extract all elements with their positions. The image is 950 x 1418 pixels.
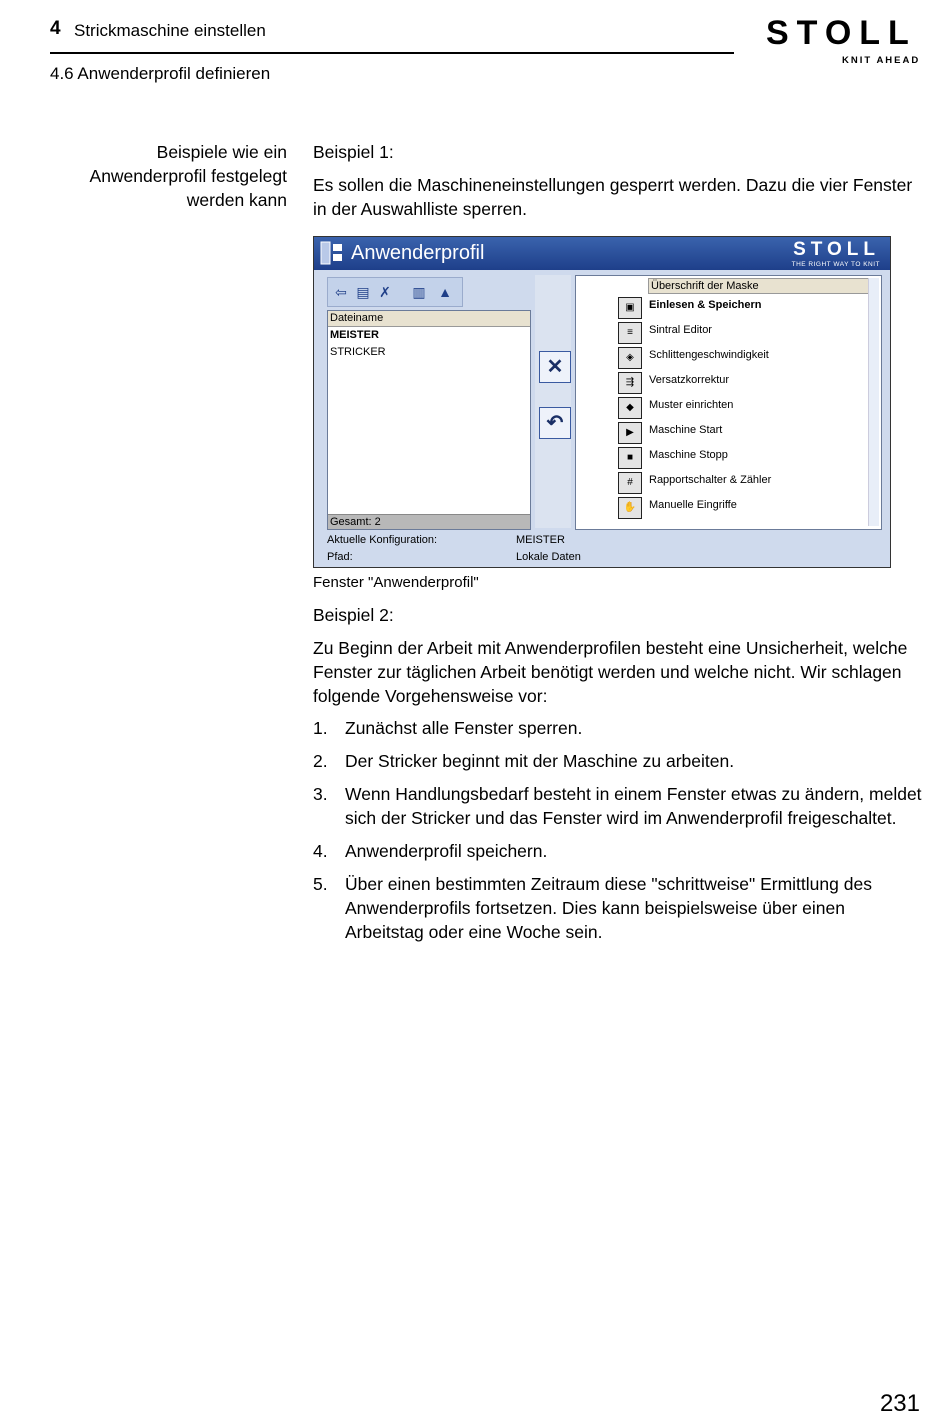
window-logo: STOLL bbox=[793, 239, 880, 260]
floppy-disk-icon: ▣ bbox=[618, 297, 642, 319]
mask-item-label: Schlittengeschwindigkeit bbox=[649, 349, 769, 361]
action-panel bbox=[535, 275, 571, 528]
mask-list-item[interactable] bbox=[618, 419, 866, 444]
mask-list-header: Überschrift der Maske bbox=[648, 278, 869, 294]
mask-list bbox=[575, 275, 882, 530]
list-item bbox=[313, 839, 923, 863]
hand-icon: ✋ bbox=[618, 497, 642, 519]
margin-note bbox=[40, 140, 287, 212]
list-item bbox=[313, 872, 923, 944]
chapter-title: Strickmaschine einstellen bbox=[74, 21, 266, 40]
mask-list-item[interactable] bbox=[618, 319, 866, 344]
pattern-setup-icon: ◆ bbox=[618, 397, 642, 419]
list-item bbox=[313, 749, 923, 773]
chapter-number: 4 bbox=[50, 18, 61, 39]
steps-list bbox=[313, 716, 923, 953]
step-text: Anwenderprofil speichern. bbox=[345, 841, 548, 861]
step-number: 2. bbox=[313, 751, 328, 771]
margin-note-line: Anwenderprofil festgelegt bbox=[89, 166, 287, 186]
mask-item-label: Versatzkorrektur bbox=[649, 374, 730, 386]
step-number: 5. bbox=[313, 874, 328, 894]
mask-list-item[interactable] bbox=[618, 344, 866, 369]
carriage-speed-icon: ◈ bbox=[618, 347, 642, 369]
path-label: Pfad: bbox=[327, 551, 353, 563]
list-item bbox=[313, 716, 923, 740]
margin-note-line: Beispiele wie ein bbox=[156, 142, 287, 162]
profile-delete-icon[interactable]: ✗ bbox=[379, 284, 391, 300]
delete-icon[interactable]: ✕ bbox=[539, 351, 571, 383]
mask-list-scrollbar[interactable] bbox=[868, 278, 879, 526]
file-list bbox=[327, 310, 531, 530]
mask-list-item[interactable] bbox=[618, 369, 866, 394]
config-value: MEISTER bbox=[516, 534, 565, 546]
machine-start-icon: ▶ bbox=[618, 422, 642, 444]
window-toolbar bbox=[327, 277, 463, 307]
step-text: Wenn Handlungsbedarf besteht in einem Fenster etwas zu ändern, meldet sich der Stricker und das Fenster wird im Anwenderprofil freigeschaltet. bbox=[345, 784, 922, 828]
file-list-item[interactable]: STRICKER bbox=[330, 346, 386, 358]
mask-list-item[interactable] bbox=[618, 469, 866, 494]
mask-list-item[interactable] bbox=[618, 294, 866, 319]
example1-text: Es sollen die Maschineneinstellungen gesperrt werden. Dazu die vier Fenster in der Auswahlliste sperren. bbox=[313, 175, 913, 219]
racking-icon: ⇶ bbox=[618, 372, 642, 394]
step-text: Zunächst alle Fenster sperren. bbox=[345, 718, 583, 738]
config-label: Aktuelle Konfiguration: bbox=[327, 534, 438, 546]
profile-window-icon bbox=[320, 241, 344, 265]
list-item bbox=[313, 782, 923, 830]
mask-item-label: Rapportschalter & Zähler bbox=[649, 474, 772, 486]
window-title: Anwenderprofil bbox=[351, 242, 485, 264]
load-profile-icon[interactable]: ⇦ bbox=[335, 284, 347, 300]
mask-item-label: Muster einrichten bbox=[649, 399, 734, 411]
mask-list-item[interactable] bbox=[618, 394, 866, 419]
example1-heading: Beispiel 1: bbox=[313, 142, 394, 162]
step-number: 3. bbox=[313, 784, 328, 804]
mask-item-label: Einlesen & Speichern bbox=[649, 299, 762, 311]
mask-item-label: Sintral Editor bbox=[649, 324, 712, 336]
figure-caption: Fenster "Anwenderprofil" bbox=[313, 574, 479, 591]
machine-stop-icon: ■ bbox=[618, 447, 642, 469]
step-number: 4. bbox=[313, 841, 328, 861]
step-number: 1. bbox=[313, 718, 328, 738]
logo-tagline: KNIT AHEAD bbox=[842, 55, 921, 66]
page-number: 231 bbox=[879, 1390, 920, 1417]
file-list-header: Dateiname bbox=[328, 311, 530, 327]
anwenderprofil-window bbox=[313, 236, 891, 568]
profile-m-icon[interactable]: ▤ bbox=[356, 284, 370, 300]
save-profile-icon[interactable]: ▥ bbox=[412, 284, 426, 300]
editor-icon: ≡ bbox=[618, 322, 642, 344]
step-text: Der Stricker beginnt mit der Maschine zu arbeiten. bbox=[345, 751, 735, 771]
file-list-item[interactable]: MEISTER bbox=[330, 329, 379, 341]
path-value: Lokale Daten bbox=[516, 551, 581, 563]
header-rule bbox=[50, 52, 734, 54]
file-list-footer: Gesamt: 2 bbox=[328, 514, 530, 529]
status-bar bbox=[327, 532, 581, 566]
step-text: Über einen bestimmten Zeitraum diese "schrittweise" Ermittlung des Anwenderprofils fortsetzen. Dies kann beispielsweise über einen Arbeitstag oder eine Woche sein. bbox=[345, 874, 872, 942]
section-title: 4.6 Anwenderprofil definieren bbox=[50, 64, 271, 83]
margin-note-line: werden kann bbox=[186, 190, 287, 210]
counter-icon: # bbox=[618, 472, 642, 494]
road-icon[interactable]: ▲ bbox=[438, 284, 452, 300]
window-titlebar bbox=[314, 237, 890, 270]
example2-heading: Beispiel 2: bbox=[313, 605, 394, 625]
undo-icon[interactable]: ↶ bbox=[539, 407, 571, 439]
mask-item-label: Maschine Start bbox=[649, 424, 723, 436]
mask-item-label: Maschine Stopp bbox=[649, 449, 728, 461]
mask-item-label: Manuelle Eingriffe bbox=[649, 499, 737, 511]
mask-list-item[interactable] bbox=[618, 444, 866, 469]
stoll-logo: STOLL bbox=[766, 14, 917, 52]
window-logo-tagline: THE RIGHT WAY TO KNIT bbox=[791, 261, 880, 268]
example2-text: Zu Beginn der Arbeit mit Anwenderprofilen besteht eine Unsicherheit, welche Fenster zur täglichen Arbeit benötigt werden und welche nicht. Wir schlagen folgende Vorgehensweise vor: bbox=[313, 638, 908, 706]
mask-list-item[interactable] bbox=[618, 494, 866, 519]
